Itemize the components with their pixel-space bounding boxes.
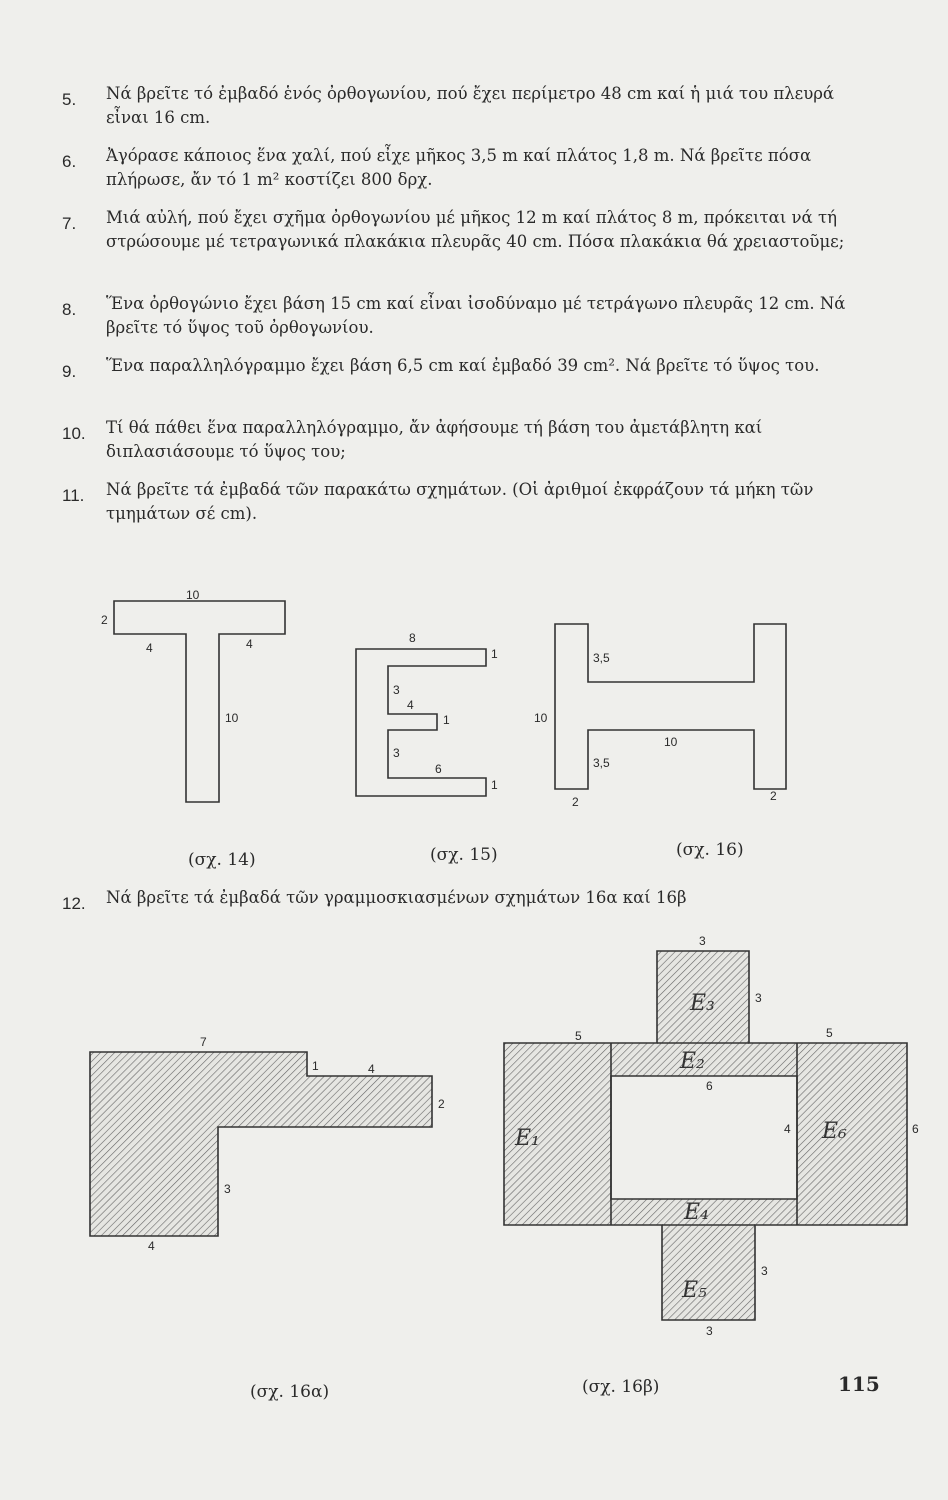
fig16b-region-e4: E₄ [684,1200,709,1225]
fig16-label-mid: 10 [664,735,678,749]
fig16-label-left: 10 [534,711,548,725]
figure-14-t-shape [114,601,285,802]
caption-fig14: (σχ. 14) [188,850,256,870]
fig16b-label-e3-width: 3 [699,934,706,948]
problem-number: 8. [62,300,77,319]
figure-15-e-shape [356,649,486,796]
page-number: 115 [838,1372,880,1396]
fig16b-region-e1: E₁ [515,1126,540,1151]
fig16b-label-e3-height: 3 [755,991,762,1005]
figure-16a-hatched-shape [90,1052,432,1236]
fig16-label-bottom-right: 2 [770,789,777,803]
fig15-label-bottom: 6 [435,762,442,776]
fig15-label-mid: 4 [407,698,414,712]
problem-number: 7. [62,214,77,233]
fig14-label-right: 4 [246,637,253,651]
fig16b-region-e6: E₆ [822,1119,847,1144]
fig16a-label-step: 1 [312,1059,319,1073]
fig15-label-mid-thickness: 1 [443,713,450,727]
problem-number: 11. [62,486,85,505]
fig16a-label-notch: 4 [368,1062,375,1076]
problem-text: Ἕνα ὀρθογώνιο ἔχει βάση 15 cm καί εἶναι ἰσοδύναμο μέ τετράγωνο πλευρᾶς 12 cm. Νά βρεῖτε τό ὕψος τοῦ ὀρθογωνίου. [106,294,846,337]
caption-fig15: (σχ. 15) [430,845,498,865]
fig16a-label-inner: 3 [224,1182,231,1196]
fig16b-label-left-5: 5 [575,1029,582,1043]
problem-number: 5. [62,90,77,109]
fig16b-label-right-5: 5 [826,1026,833,1040]
fig15-label-top: 8 [409,631,416,645]
fig16-label-bottom-left: 2 [572,795,579,809]
problem-text: Ἀγόρασε κάποιος ἕνα χαλί, πού εἶχε μῆκος 3,5 m καί πλάτος 1,8 m. Νά βρεῖτε πόσα πλήρωσε, ἄν τό 1 m² κοστίζει 800 δρχ. [106,146,812,189]
fig16-label-down: 3,5 [593,756,610,770]
problem-number: 12. [62,894,86,913]
problem-number: 9. [62,362,77,381]
problem-text: Τί θά πάθει ἕνα παραλληλόγραμμο, ἄν ἀφήσουμε τή βάση του ἀμετάβλητη καί διπλασιάσουμε τό ὕψος του; [106,418,763,461]
fig16-label-up: 3,5 [593,651,610,665]
fig16b-label-e5-width: 3 [706,1324,713,1338]
fig15-label-gap2: 3 [393,746,400,760]
fig14-label-left: 4 [146,641,153,655]
fig15-label-gap1: 3 [393,683,400,697]
fig14-label-stem: 10 [225,711,239,725]
fig16b-label-e5-height: 3 [761,1264,768,1278]
problem-text: Νά βρεῖτε τά ἐμβαδά τῶν παρακάτω σχημάτων. (Οἱ ἀριθμοί ἐκφράζουν τά μήκη τῶν τμημάτων σέ cm). [106,480,814,523]
fig15-label-top-thickness: 1 [491,647,498,661]
problem-number: 6. [62,152,77,171]
fig16a-label-top: 7 [200,1035,207,1049]
caption-fig16a: (σχ. 16α) [250,1382,330,1402]
problem-text: Μιά αὐλή, πού ἔχει σχῆμα ὀρθογωνίου μέ μῆκος 12 m καί πλάτος 8 m, πρόκειται νά τή στρώσουμε μέ τετραγωνικά πλακάκια πλευρᾶς 40 cm. Πόσα πλακάκια θά χρειαστοῦμε; [106,208,845,251]
fig16b-label-right-6: 6 [912,1122,919,1136]
fig16a-label-right: 2 [438,1097,445,1111]
fig16b-label-mid-6: 6 [706,1079,713,1093]
fig16b-region-e5: E₅ [682,1278,707,1303]
caption-fig16: (σχ. 16) [676,840,744,860]
fig16b-label-inner-4: 4 [784,1122,791,1136]
fig16b-region-e3: E₃ [690,991,715,1016]
caption-fig16b: (σχ. 16β) [582,1377,660,1397]
problem-text: Ἕνα παραλληλόγραμμο ἔχει βάση 6,5 cm καί ἐμβαδό 39 cm². Νά βρεῖτε τό ὕψος του. [106,356,820,375]
fig16b-region-e2: E₂ [680,1049,705,1074]
figure-16-h-shape [555,624,786,789]
problem-text: Νά βρεῖτε τό ἐμβαδό ἑνός ὀρθογωνίου, πού ἔχει περίμετρο 48 cm καί ἡ μιά του πλευρά εἶναι 16 cm. [106,84,835,127]
fig14-label-bar-height: 2 [101,613,108,627]
fig15-label-bottom-thickness: 1 [491,778,498,792]
problem-number: 10. [62,424,86,443]
fig14-label-top: 10 [186,588,200,602]
fig16a-label-bottom: 4 [148,1239,155,1253]
problem-text: Νά βρεῖτε τά ἐμβαδά τῶν γραμμοσκιασμένων σχημάτων 16α καί 16β [106,888,687,907]
